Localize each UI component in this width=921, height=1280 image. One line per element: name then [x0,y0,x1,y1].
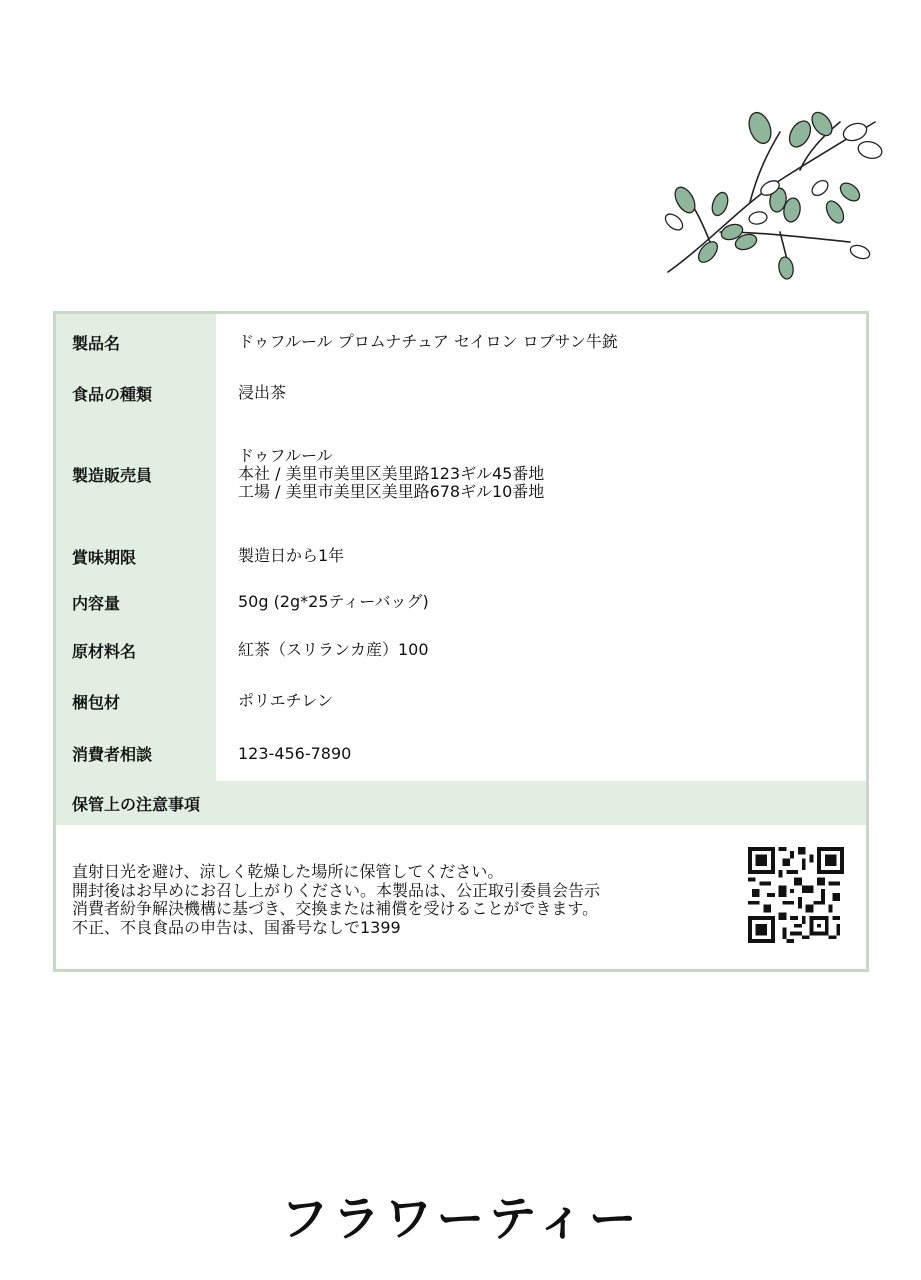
row-value [216,416,866,532]
row-value-line: 浸出茶 [238,383,287,402]
label-row-ingredients [56,624,866,676]
row-value-line: 50g (2g*25ティーバッグ) [238,592,429,611]
row-value [216,676,866,726]
label-row-best-before [56,532,866,580]
brand-name: フラワーティー [280,1191,641,1247]
row-value [216,726,866,781]
row-value-line: ポリエチレン [238,691,333,710]
storage-notes-text [72,863,600,937]
row-key: 製品名 [56,314,216,370]
storage-notes-title: 保管上の注意事項 [56,781,866,825]
notes-line: 直射日光を避け、涼しく乾燥した場所に保管してください。 [72,862,504,881]
botanical-branch-icon [650,92,890,288]
notes-line: 不正、不良食品の申告は、国番号なしで1399 [72,917,401,937]
label-row-food-type [56,370,866,416]
row-key: 食品の種類 [56,370,216,416]
label-row-contents [56,580,866,624]
label-row-manufacturer [56,416,866,532]
product-label [53,311,869,972]
row-value-line: ドゥフルール [238,446,333,465]
qr-code-icon [748,847,844,943]
storage-notes [56,825,866,970]
label-rows [56,314,866,781]
row-key: 製造販売員 [56,416,216,532]
row-value-line: 製造日から1年 [238,546,345,565]
row-value-line: 紅茶（スリランカ産）100 [238,640,429,659]
label-row-consumer-contact [56,726,866,781]
notes-line: 消費者紛争解決機構に基づき、交換または補償を受けることができます。 [72,899,599,918]
row-value [216,580,866,624]
row-key: 賞味期限 [56,532,216,580]
row-key: 内容量 [56,580,216,624]
row-value [216,314,866,370]
row-key: 梱包材 [56,676,216,726]
row-key: 消費者相談 [56,726,216,781]
row-value [216,532,866,580]
label-row-product-name [56,314,866,370]
row-value-line: 工場 / 美里市美里区美里路678ギル10番地 [238,482,545,501]
row-value-line: 本社 / 美里市美里区美里路123ギル45番地 [238,464,545,483]
row-value [216,624,866,676]
row-value-line: 123-456-7890 [238,743,352,763]
row-value-line: ドゥフルール プロムナチュア セイロン ロブサン牛銃 [238,332,618,351]
row-value [216,370,866,416]
notes-line: 開封後はお早めにお召し上がりください。本製品は、公正取引委員会告示 [72,880,601,900]
label-row-packaging [56,676,866,726]
row-key: 原材料名 [56,624,216,676]
